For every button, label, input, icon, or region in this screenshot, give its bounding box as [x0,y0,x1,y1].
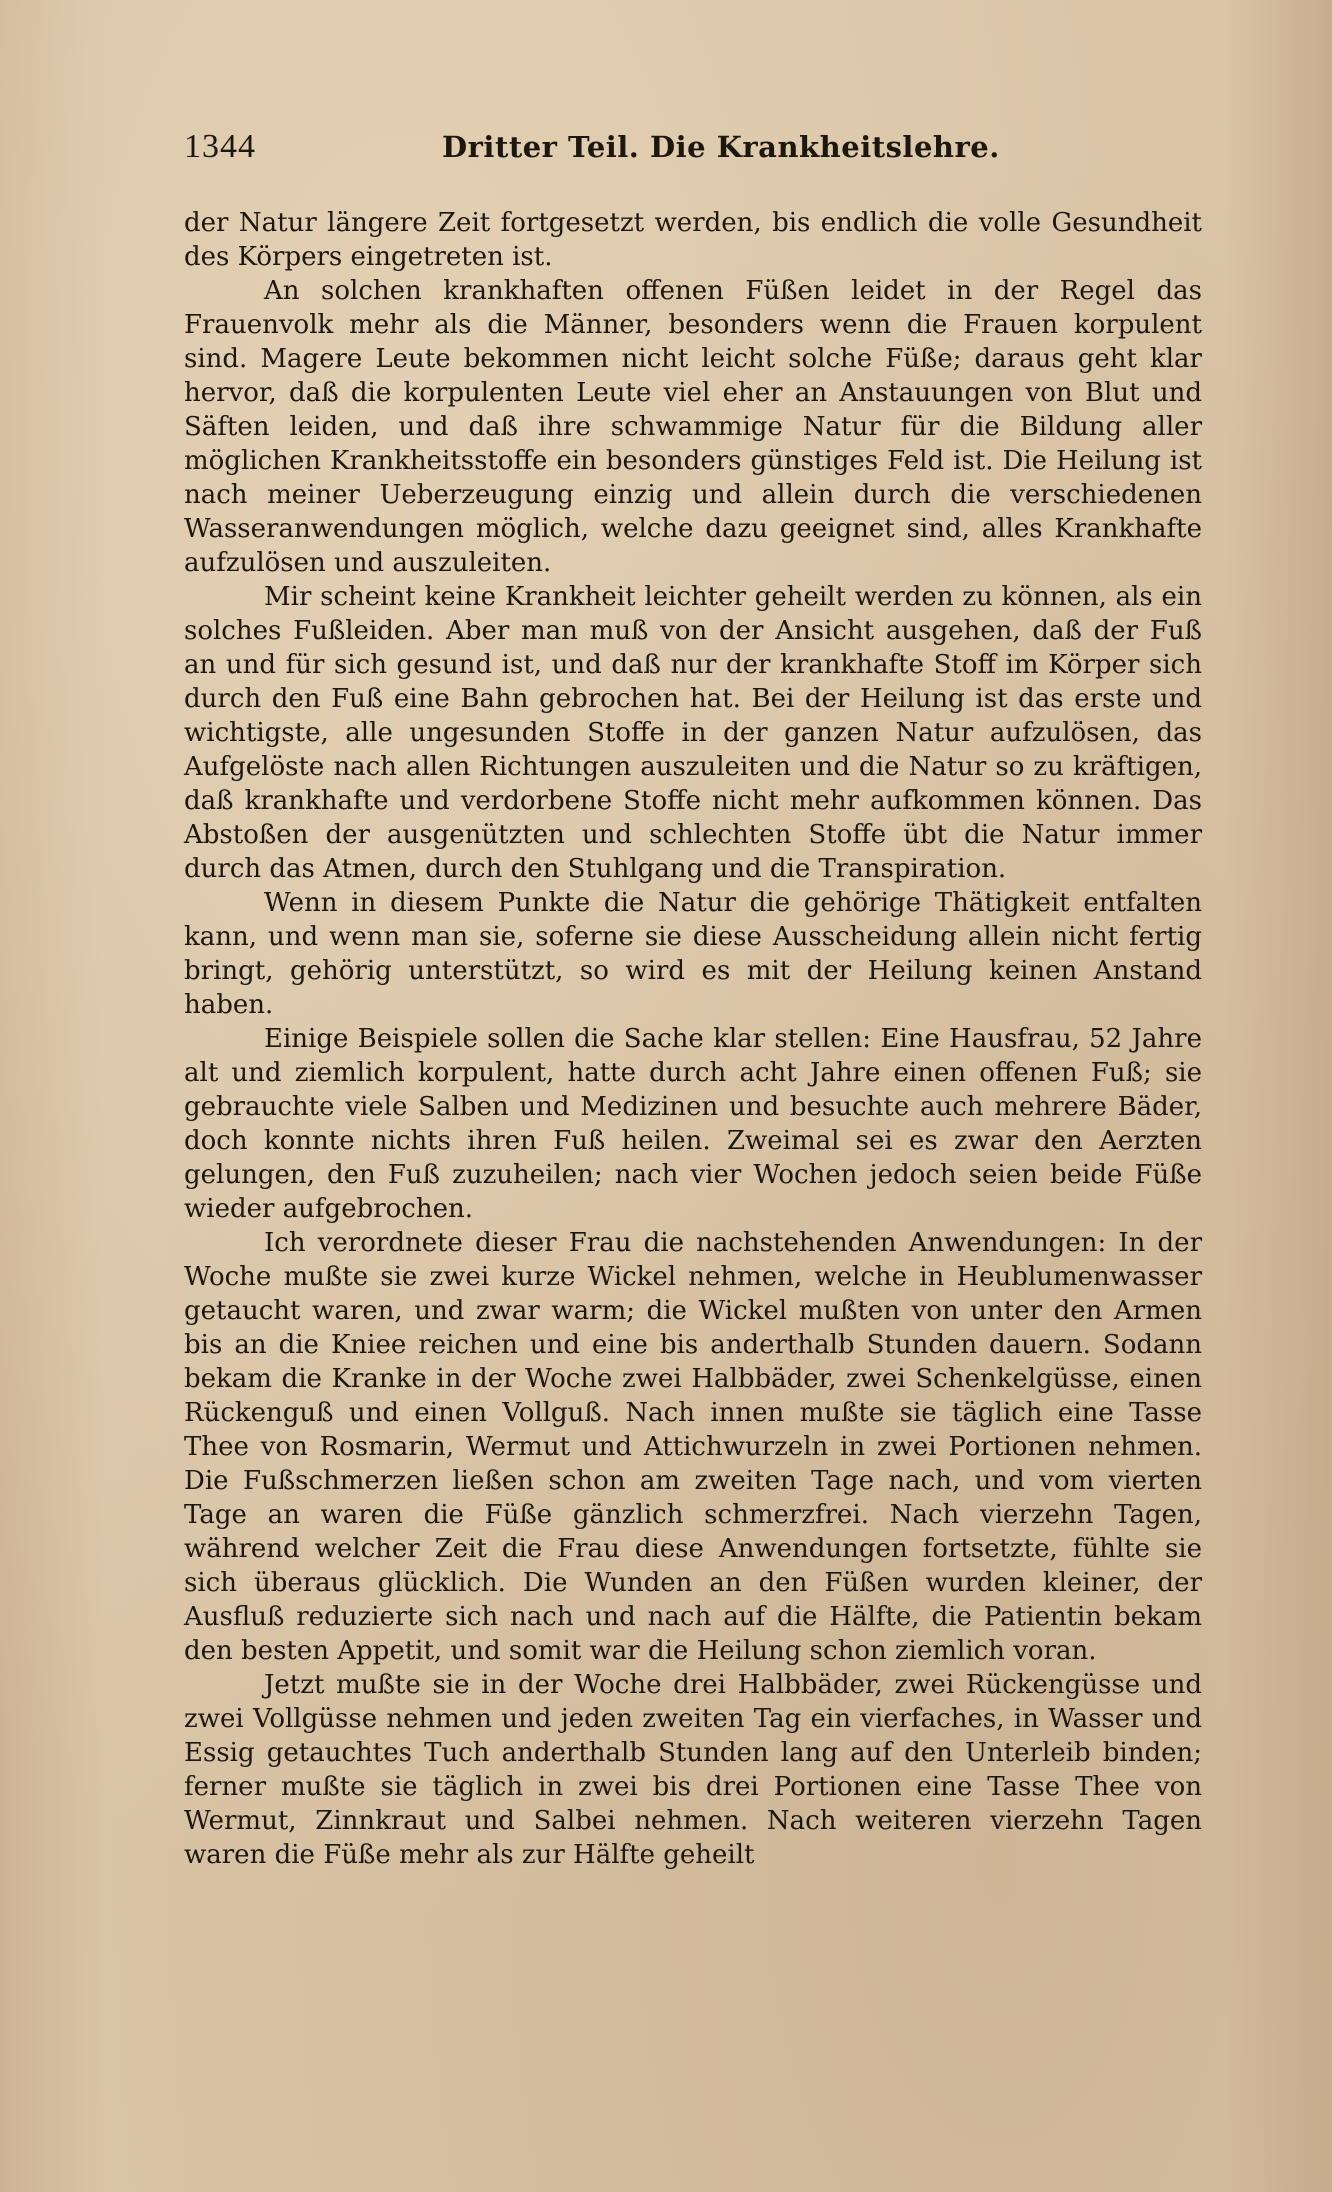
paragraph: Ich verordnete dieser Frau die nachstehenden Anwendungen: In der Woche mußte sie zwei kurze Wickel nehmen, welche in Heublumenwasser getaucht waren, und zwar warm; die Wickel mußten von unter den Armen bis an die Kniee reichen und eine bis anderthalb Stunden dauern. Sodann bekam die Kranke in der Woche zwei Halbbäder, zwei Schenkelgüsse, einen Rückenguß und einen Vollguß. Nach innen mußte sie täglich eine Tasse Thee von Rosmarin, Wermut und Attichwurzeln in zwei Portionen nehmen. Die Fußschmerzen ließen schon am zweiten Tage nach, und vom vierten Tage an waren die Füße gänzlich schmerzfrei. Nach vierzehn Tagen, während welcher Zeit die Frau diese Anwendungen fortsetzte, fühlte sie sich überaus glücklich. Die Wunden an den Füßen wurden kleiner, der Ausfluß reduzierte sich nach und nach auf die Hälfte, die Patientin bekam den besten Appetit, und somit war die Heilung schon ziemlich voran. [184,1228,1202,1666]
paragraph: An solchen krankhaften offenen Füßen leidet in der Regel das Frauenvolk mehr als die Männer, besonders wenn die Frauen korpulent sind. Magere Leute bekommen nicht leicht solche Füße; daraus geht klar hervor, daß die korpulenten Leute viel eher an Anstauungen von Blut und Säften leiden, und daß ihre schwammige Natur für die Bildung aller möglichen Krankheitsstoffe ein besonders günstiges Feld ist. Die Heilung ist nach meiner Ueberzeugung einzig und allein durch die verschiedenen Wasseranwendungen möglich, welche dazu geeignet sind, alles Krankhafte aufzulösen und auszuleiten. [184,276,1202,578]
paragraph-continuation: der Natur längere Zeit fortgesetzt werden, bis endlich die volle Gesundheit des Körpers eingetreten ist. [184,208,1202,272]
paragraph: Einige Beispiele sollen die Sache klar stellen: Eine Hausfrau, 52 Jahre alt und ziemlich korpulent, hatte durch acht Jahre einen offenen Fuß; sie gebrauchte viele Salben und Medizinen und besuchte auch mehrere Bäder, doch konnte nichts ihren Fuß heilen. Zweimal sei es zwar den Aerzten gelungen, den Fuß zuzuheilen; nach vier Wochen jedoch seien beide Füße wieder aufgebrochen. [184,1024,1202,1224]
page-header [184,128,1202,184]
paragraph: Jetzt mußte sie in der Woche drei Halbbäder, zwei Rückengüsse und zwei Vollgüsse nehmen und jeden zweiten Tag ein vierfaches, in Wasser und Essig getauchtes Tuch anderthalb Stunden lang auf den Unterleib binden; ferner mußte sie täglich in zwei bis drei Portionen eine Tasse Thee von Wermut, Zinnkraut und Salbei nehmen. Nach weiteren vierzehn Tagen waren die Füße mehr als zur Hälfte geheilt [184,1670,1202,1870]
book-page [184,128,1202,2108]
running-head: Dritter Teil. Die Krankheitslehre. [442,130,1000,164]
paragraph: Wenn in diesem Punkte die Natur die gehörige Thätigkeit entfalten kann, und wenn man sie, soferne sie diese Ausscheidung allein nicht fertig bringt, gehörig unterstützt, so wird es mit der Heilung keinen Anstand haben. [184,888,1202,1020]
body-text [184,206,1202,1872]
page-number: 1344 [184,128,256,165]
paragraph: Mir scheint keine Krankheit leichter geheilt werden zu können, als ein solches Fußleiden. Aber man muß von der Ansicht ausgehen, daß der Fuß an und für sich gesund ist, und daß nur der krankhafte Stoff im Körper sich durch den Fuß eine Bahn gebrochen hat. Bei der Heilung ist das erste und wichtigste, alle ungesunden Stoffe in der ganzen Natur aufzulösen, das Aufgelöste nach allen Richtungen auszuleiten und die Natur so zu kräftigen, daß krankhafte und verdorbene Stoffe nicht mehr aufkommen können. Das Abstoßen der ausgenützten und schlechten Stoffe übt die Natur immer durch das Atmen, durch den Stuhlgang und die Transpiration. [184,582,1202,884]
